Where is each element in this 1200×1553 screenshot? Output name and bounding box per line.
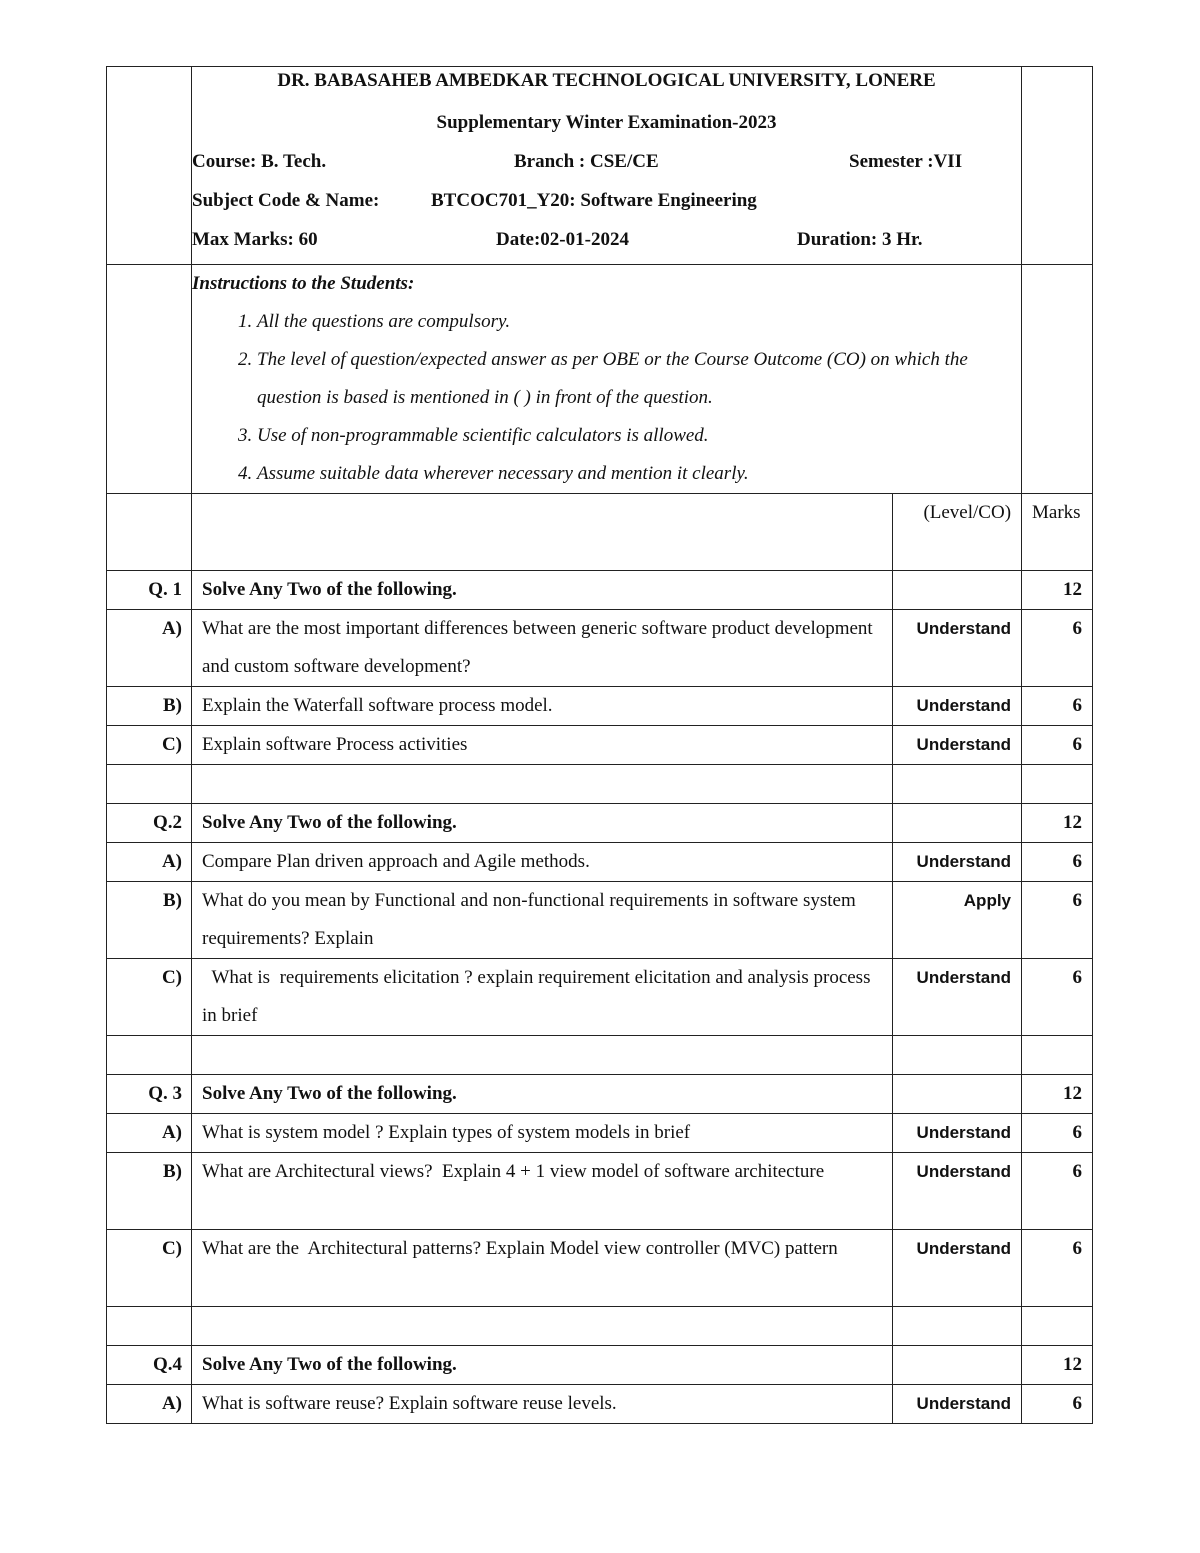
spacer-cell [893,765,1022,804]
instruction-item: 3. Use of non-programmable scientific calculators is allowed. [257,417,1021,455]
exam-duration: Duration: 3 Hr. [797,229,923,250]
spacer-cell [893,1307,1022,1346]
spacer-cell [893,1036,1022,1075]
part-label: C) [107,1230,192,1307]
part-row [107,882,1093,959]
part-text: What is software reuse? Explain software reuse levels. [192,1385,893,1424]
part-marks: 6 [1022,610,1093,687]
spacer-cell [1022,1307,1093,1346]
question-level-blank [893,571,1022,610]
marks-column-header: Marks [1022,494,1093,571]
part-row [107,1153,1093,1230]
part-text: Explain software Process activities [192,726,893,765]
question-marks: 12 [1022,571,1093,610]
part-row [107,610,1093,687]
part-row [107,687,1093,726]
part-label: A) [107,1114,192,1153]
part-marks: 6 [1022,1153,1093,1230]
part-level: Understand [893,1230,1022,1307]
part-label: C) [107,959,192,1036]
part-text: What are the Architectural patterns? Explain Model view controller (MVC) pattern [192,1230,893,1307]
instruction-item: 1. All the questions are compulsory. [257,303,1021,341]
part-level: Understand [893,610,1022,687]
spacer-cell [107,765,192,804]
spacer-row [107,765,1093,804]
part-row [107,959,1093,1036]
instructions-left-cell [107,265,192,494]
question-marks: 12 [1022,804,1093,843]
question-paper [106,66,1092,1424]
part-row [107,1114,1093,1153]
instructions-list [192,303,1021,493]
part-level: Apply [893,882,1022,959]
part-text: Explain the Waterfall software process model. [192,687,893,726]
part-marks: 6 [1022,1114,1093,1153]
exam-title: Supplementary Winter Examination-2023 [436,112,777,133]
spacer-cell [192,1036,893,1075]
part-text: What are the most important differences between generic software product development and custom software development? [192,610,893,687]
spacer-row [107,1307,1093,1346]
question-title: Solve Any Two of the following. [192,571,893,610]
question-number: Q. 3 [107,1075,192,1114]
spacer-cell [192,1307,893,1346]
part-label: A) [107,1385,192,1424]
university-name: DR. BABASAHEB AMBEDKAR TECHNOLOGICAL UNIVERSITY, LONERE [277,70,936,91]
level-column-header: (Level/CO) [893,494,1022,571]
question-title: Solve Any Two of the following. [192,804,893,843]
part-marks: 6 [1022,959,1093,1036]
part-row [107,726,1093,765]
question-title: Solve Any Two of the following. [192,1075,893,1114]
question-marks: 12 [1022,1075,1093,1114]
part-text: What is requirements elicitation ? explain requirement elicitation and analysis process in brief [192,959,893,1036]
part-text: What are Architectural views? Explain 4 + 1 view model of software architecture [192,1153,893,1230]
subject-value: BTCOC701_Y20: Software Engineering [431,190,757,211]
part-level: Understand [893,726,1022,765]
instructions-cell [192,265,1022,494]
max-marks: Max Marks: 60 [192,229,318,250]
header-row [107,67,1093,265]
part-level: Understand [893,687,1022,726]
part-label: A) [107,843,192,882]
part-row [107,1230,1093,1307]
part-text: Compare Plan driven approach and Agile methods. [192,843,893,882]
part-label: B) [107,882,192,959]
column-header-blank [192,494,893,571]
instruction-item: 2. The level of question/expected answer as per OBE or the Course Outcome (CO) on which the question is based is mentioned in ( ) in front of the question. [257,341,1021,417]
header-cell [192,67,1022,265]
part-level: Understand [893,1385,1022,1424]
spacer-cell [192,765,893,804]
column-header-row [107,494,1093,571]
semester-label: Semester :VII [849,151,963,172]
question-level-blank [893,1346,1022,1385]
part-label: B) [107,1153,192,1230]
subject-label: Subject Code & Name: [192,190,380,211]
spacer-cell [107,1036,192,1075]
instructions-title: Instructions to the Students: [192,273,415,294]
part-level: Understand [893,1153,1022,1230]
part-label: C) [107,726,192,765]
part-marks: 6 [1022,1230,1093,1307]
exam-table [106,66,1093,1424]
question-number: Q. 1 [107,571,192,610]
header-left-cell [107,67,192,265]
question-number: Q.2 [107,804,192,843]
part-text: What is system model ? Explain types of system models in brief [192,1114,893,1153]
exam-date: Date:02-01-2024 [496,229,629,250]
question-number: Q.4 [107,1346,192,1385]
course-label: Course: B. Tech. [192,151,327,172]
column-header-blank [107,494,192,571]
spacer-cell [107,1307,192,1346]
question-level-blank [893,1075,1022,1114]
spacer-cell [1022,1036,1093,1075]
part-label: A) [107,610,192,687]
question-title: Solve Any Two of the following. [192,1346,893,1385]
spacer-cell [1022,765,1093,804]
instructions-right-cell [1022,265,1093,494]
question-marks: 12 [1022,1346,1093,1385]
question-row [107,1075,1093,1114]
part-label: B) [107,687,192,726]
part-marks: 6 [1022,843,1093,882]
question-row [107,1346,1093,1385]
instruction-item: 4. Assume suitable data wherever necessary and mention it clearly. [257,455,1021,493]
spacer-row [107,1036,1093,1075]
part-text: What do you mean by Functional and non-functional requirements in software system requirements? Explain [192,882,893,959]
instructions-row [107,265,1093,494]
part-level: Understand [893,1114,1022,1153]
part-marks: 6 [1022,726,1093,765]
branch-label: Branch : CSE/CE [514,151,659,172]
part-marks: 6 [1022,882,1093,959]
question-level-blank [893,804,1022,843]
part-level: Understand [893,959,1022,1036]
part-row [107,1385,1093,1424]
question-row [107,804,1093,843]
part-row [107,843,1093,882]
header-right-cell [1022,67,1093,265]
part-marks: 6 [1022,687,1093,726]
part-marks: 6 [1022,1385,1093,1424]
question-row [107,571,1093,610]
part-level: Understand [893,843,1022,882]
